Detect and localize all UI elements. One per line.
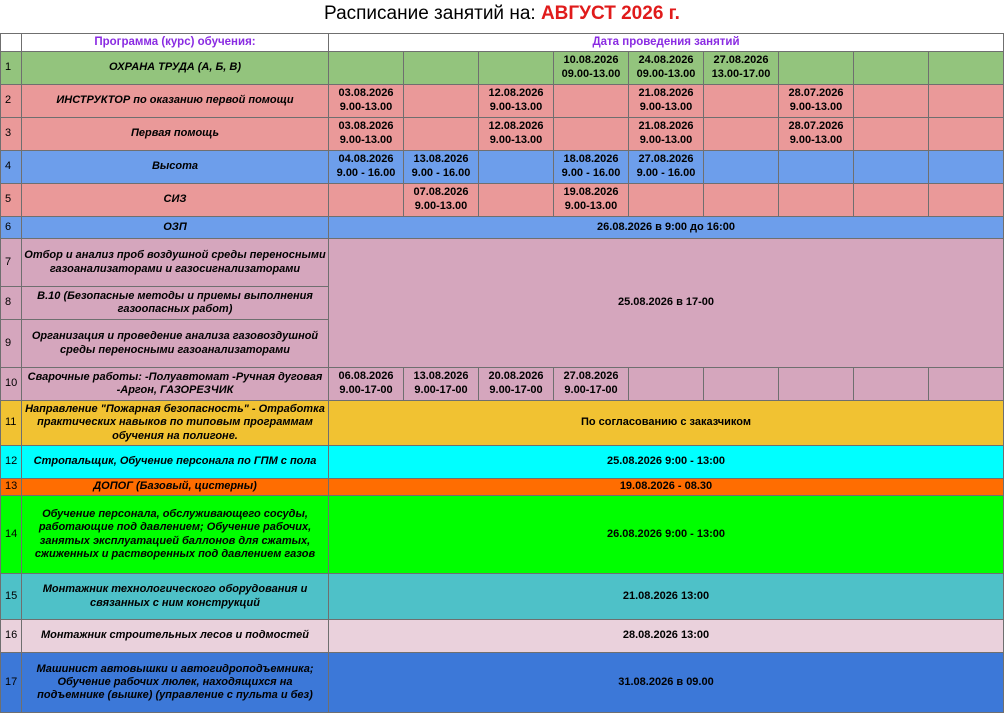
empty-cell	[704, 184, 779, 217]
empty-cell	[329, 184, 404, 217]
empty-cell	[854, 118, 929, 151]
date-cell: 28.07.2026 9.00-13.00	[779, 85, 854, 118]
empty-cell	[629, 184, 704, 217]
date-cell: 12.08.2026 9.00-13.00	[479, 118, 554, 151]
empty-cell	[854, 368, 929, 401]
row-number: 8	[1, 287, 22, 320]
table-row	[1, 620, 1004, 653]
empty-cell	[929, 151, 1004, 184]
date-cell: 04.08.2026 9.00 - 16.00	[329, 151, 404, 184]
date-cell: 03.08.2026 9.00-13.00	[329, 118, 404, 151]
empty-cell	[854, 151, 929, 184]
empty-cell	[779, 184, 854, 217]
empty-cell	[479, 151, 554, 184]
merged-date-cell: 25.08.2026 в 17-00	[329, 239, 1004, 368]
title-bar	[0, 0, 1004, 33]
row-number: 11	[1, 401, 22, 446]
empty-cell	[704, 151, 779, 184]
program-name: Обучение персонала, обслуживающего сосуды, работающие под давлением; Обучение рабочих, занятых эксплуатацией баллонов для сжатых, сжиженных и растворенных под давлением газов	[22, 496, 329, 574]
empty-cell	[929, 118, 1004, 151]
date-cell: 13.08.2026 9.00 - 16.00	[404, 151, 479, 184]
empty-cell	[929, 52, 1004, 85]
row-number: 12	[1, 446, 22, 479]
title-prefix: Расписание занятий на:	[324, 3, 536, 24]
table-row	[1, 217, 1004, 239]
merged-date-cell: 26.08.2026 9:00 - 13:00	[329, 496, 1004, 574]
program-name: ДОПОГ (Базовый, цистерны)	[22, 479, 329, 496]
empty-cell	[854, 85, 929, 118]
table-row	[1, 401, 1004, 446]
empty-cell	[404, 118, 479, 151]
header-num	[1, 34, 22, 52]
date-cell: 27.08.2026 13.00-17.00	[704, 52, 779, 85]
program-name: ОХРАНА ТРУДА (А, Б, В)	[22, 52, 329, 85]
table-row	[1, 52, 1004, 85]
table-row	[1, 239, 1004, 287]
empty-cell	[779, 151, 854, 184]
merged-date-cell: По согласованию с заказчиком	[329, 401, 1004, 446]
header-dates: Дата проведения занятий	[329, 34, 1004, 52]
date-cell: 13.08.2026 9.00-17-00	[404, 368, 479, 401]
empty-cell	[929, 184, 1004, 217]
row-number: 14	[1, 496, 22, 574]
date-cell: 18.08.2026 9.00 - 16.00	[554, 151, 629, 184]
table-row	[1, 368, 1004, 401]
program-name: В.10 (Безопасные методы и приемы выполнения газоопасных работ)	[22, 287, 329, 320]
merged-date-cell: 28.08.2026 13:00	[329, 620, 1004, 653]
date-cell: 19.08.2026 9.00-13.00	[554, 184, 629, 217]
date-cell: 27.08.2026 9.00 - 16.00	[629, 151, 704, 184]
program-name: ИНСТРУКТОР по оказанию первой помощи	[22, 85, 329, 118]
row-number: 5	[1, 184, 22, 217]
date-cell: 24.08.2026 09.00-13.00	[629, 52, 704, 85]
empty-cell	[929, 368, 1004, 401]
date-cell: 20.08.2026 9.00-17-00	[479, 368, 554, 401]
empty-cell	[404, 85, 479, 118]
row-number: 7	[1, 239, 22, 287]
empty-cell	[479, 52, 554, 85]
header-program: Программа (курс) обучения:	[22, 34, 329, 52]
program-name: Высота	[22, 151, 329, 184]
row-number: 1	[1, 52, 22, 85]
row-number: 13	[1, 479, 22, 496]
empty-cell	[704, 118, 779, 151]
date-cell: 06.08.2026 9.00-17-00	[329, 368, 404, 401]
header-row	[1, 34, 1004, 52]
empty-cell	[779, 52, 854, 85]
program-name: Организация и проведение анализа газовоздушной среды переносными газоанализаторами	[22, 320, 329, 368]
table-row	[1, 184, 1004, 217]
merged-date-cell: 21.08.2026 13:00	[329, 574, 1004, 620]
empty-cell	[554, 85, 629, 118]
program-name: Машинист автовышки и автогидроподъемника; Обучение рабочих люлек, находящихся на подъемнике (вышке) (управление с пульта и без)	[22, 653, 329, 713]
date-cell: 12.08.2026 9.00-13.00	[479, 85, 554, 118]
row-number: 10	[1, 368, 22, 401]
program-name: Стропальщик, Обучение персонала по ГПМ с пола	[22, 446, 329, 479]
program-name: ОЗП	[22, 217, 329, 239]
empty-cell	[554, 118, 629, 151]
empty-cell	[479, 184, 554, 217]
table-row	[1, 118, 1004, 151]
empty-cell	[704, 368, 779, 401]
table-row	[1, 446, 1004, 479]
empty-cell	[629, 368, 704, 401]
row-number: 9	[1, 320, 22, 368]
table-row	[1, 151, 1004, 184]
row-number: 6	[1, 217, 22, 239]
empty-cell	[404, 52, 479, 85]
program-name: Первая помощь	[22, 118, 329, 151]
date-cell: 27.08.2026 9.00-17-00	[554, 368, 629, 401]
row-number: 4	[1, 151, 22, 184]
program-name: Направление "Пожарная безопасность" - Отработка практических навыков по типовым программам обучения на полигоне.	[22, 401, 329, 446]
empty-cell	[704, 85, 779, 118]
program-name: Сварочные работы: -Полуавтомат -Ручная дуговая -Аргон, ГАЗОРЕЗЧИК	[22, 368, 329, 401]
date-cell: 10.08.2026 09.00-13.00	[554, 52, 629, 85]
date-cell: 21.08.2026 9.00-13.00	[629, 85, 704, 118]
merged-date-cell: 25.08.2026 9:00 - 13:00	[329, 446, 1004, 479]
empty-cell	[854, 52, 929, 85]
table-row	[1, 85, 1004, 118]
table-row	[1, 653, 1004, 713]
title-month: АВГУСТ 2026 г.	[540, 3, 680, 24]
merged-date-cell: 19.08.2026 - 08.30	[329, 479, 1004, 496]
merged-date-cell: 31.08.2026 в 09.00	[329, 653, 1004, 713]
row-number: 16	[1, 620, 22, 653]
program-name: Монтажник технологического оборудования и связанных с ним конструкций	[22, 574, 329, 620]
date-cell: 28.07.2026 9.00-13.00	[779, 118, 854, 151]
program-name: Отбор и анализ проб воздушной среды переносными газоанализаторами и газосигнализаторами	[22, 239, 329, 287]
empty-cell	[854, 184, 929, 217]
date-cell: 07.08.2026 9.00-13.00	[404, 184, 479, 217]
row-number: 15	[1, 574, 22, 620]
page-title	[0, 3, 1004, 25]
date-cell: 03.08.2026 9.00-13.00	[329, 85, 404, 118]
row-number: 2	[1, 85, 22, 118]
program-name: Монтажник строительных лесов и подмостей	[22, 620, 329, 653]
empty-cell	[929, 85, 1004, 118]
program-name: СИЗ	[22, 184, 329, 217]
date-cell: 21.08.2026 9.00-13.00	[629, 118, 704, 151]
table-row	[1, 496, 1004, 574]
empty-cell	[329, 52, 404, 85]
row-number: 3	[1, 118, 22, 151]
merged-date-cell: 26.08.2026 в 9:00 до 16:00	[329, 217, 1004, 239]
empty-cell	[779, 368, 854, 401]
table-row	[1, 574, 1004, 620]
schedule-table	[0, 33, 1004, 713]
row-number: 17	[1, 653, 22, 713]
table-row	[1, 479, 1004, 496]
